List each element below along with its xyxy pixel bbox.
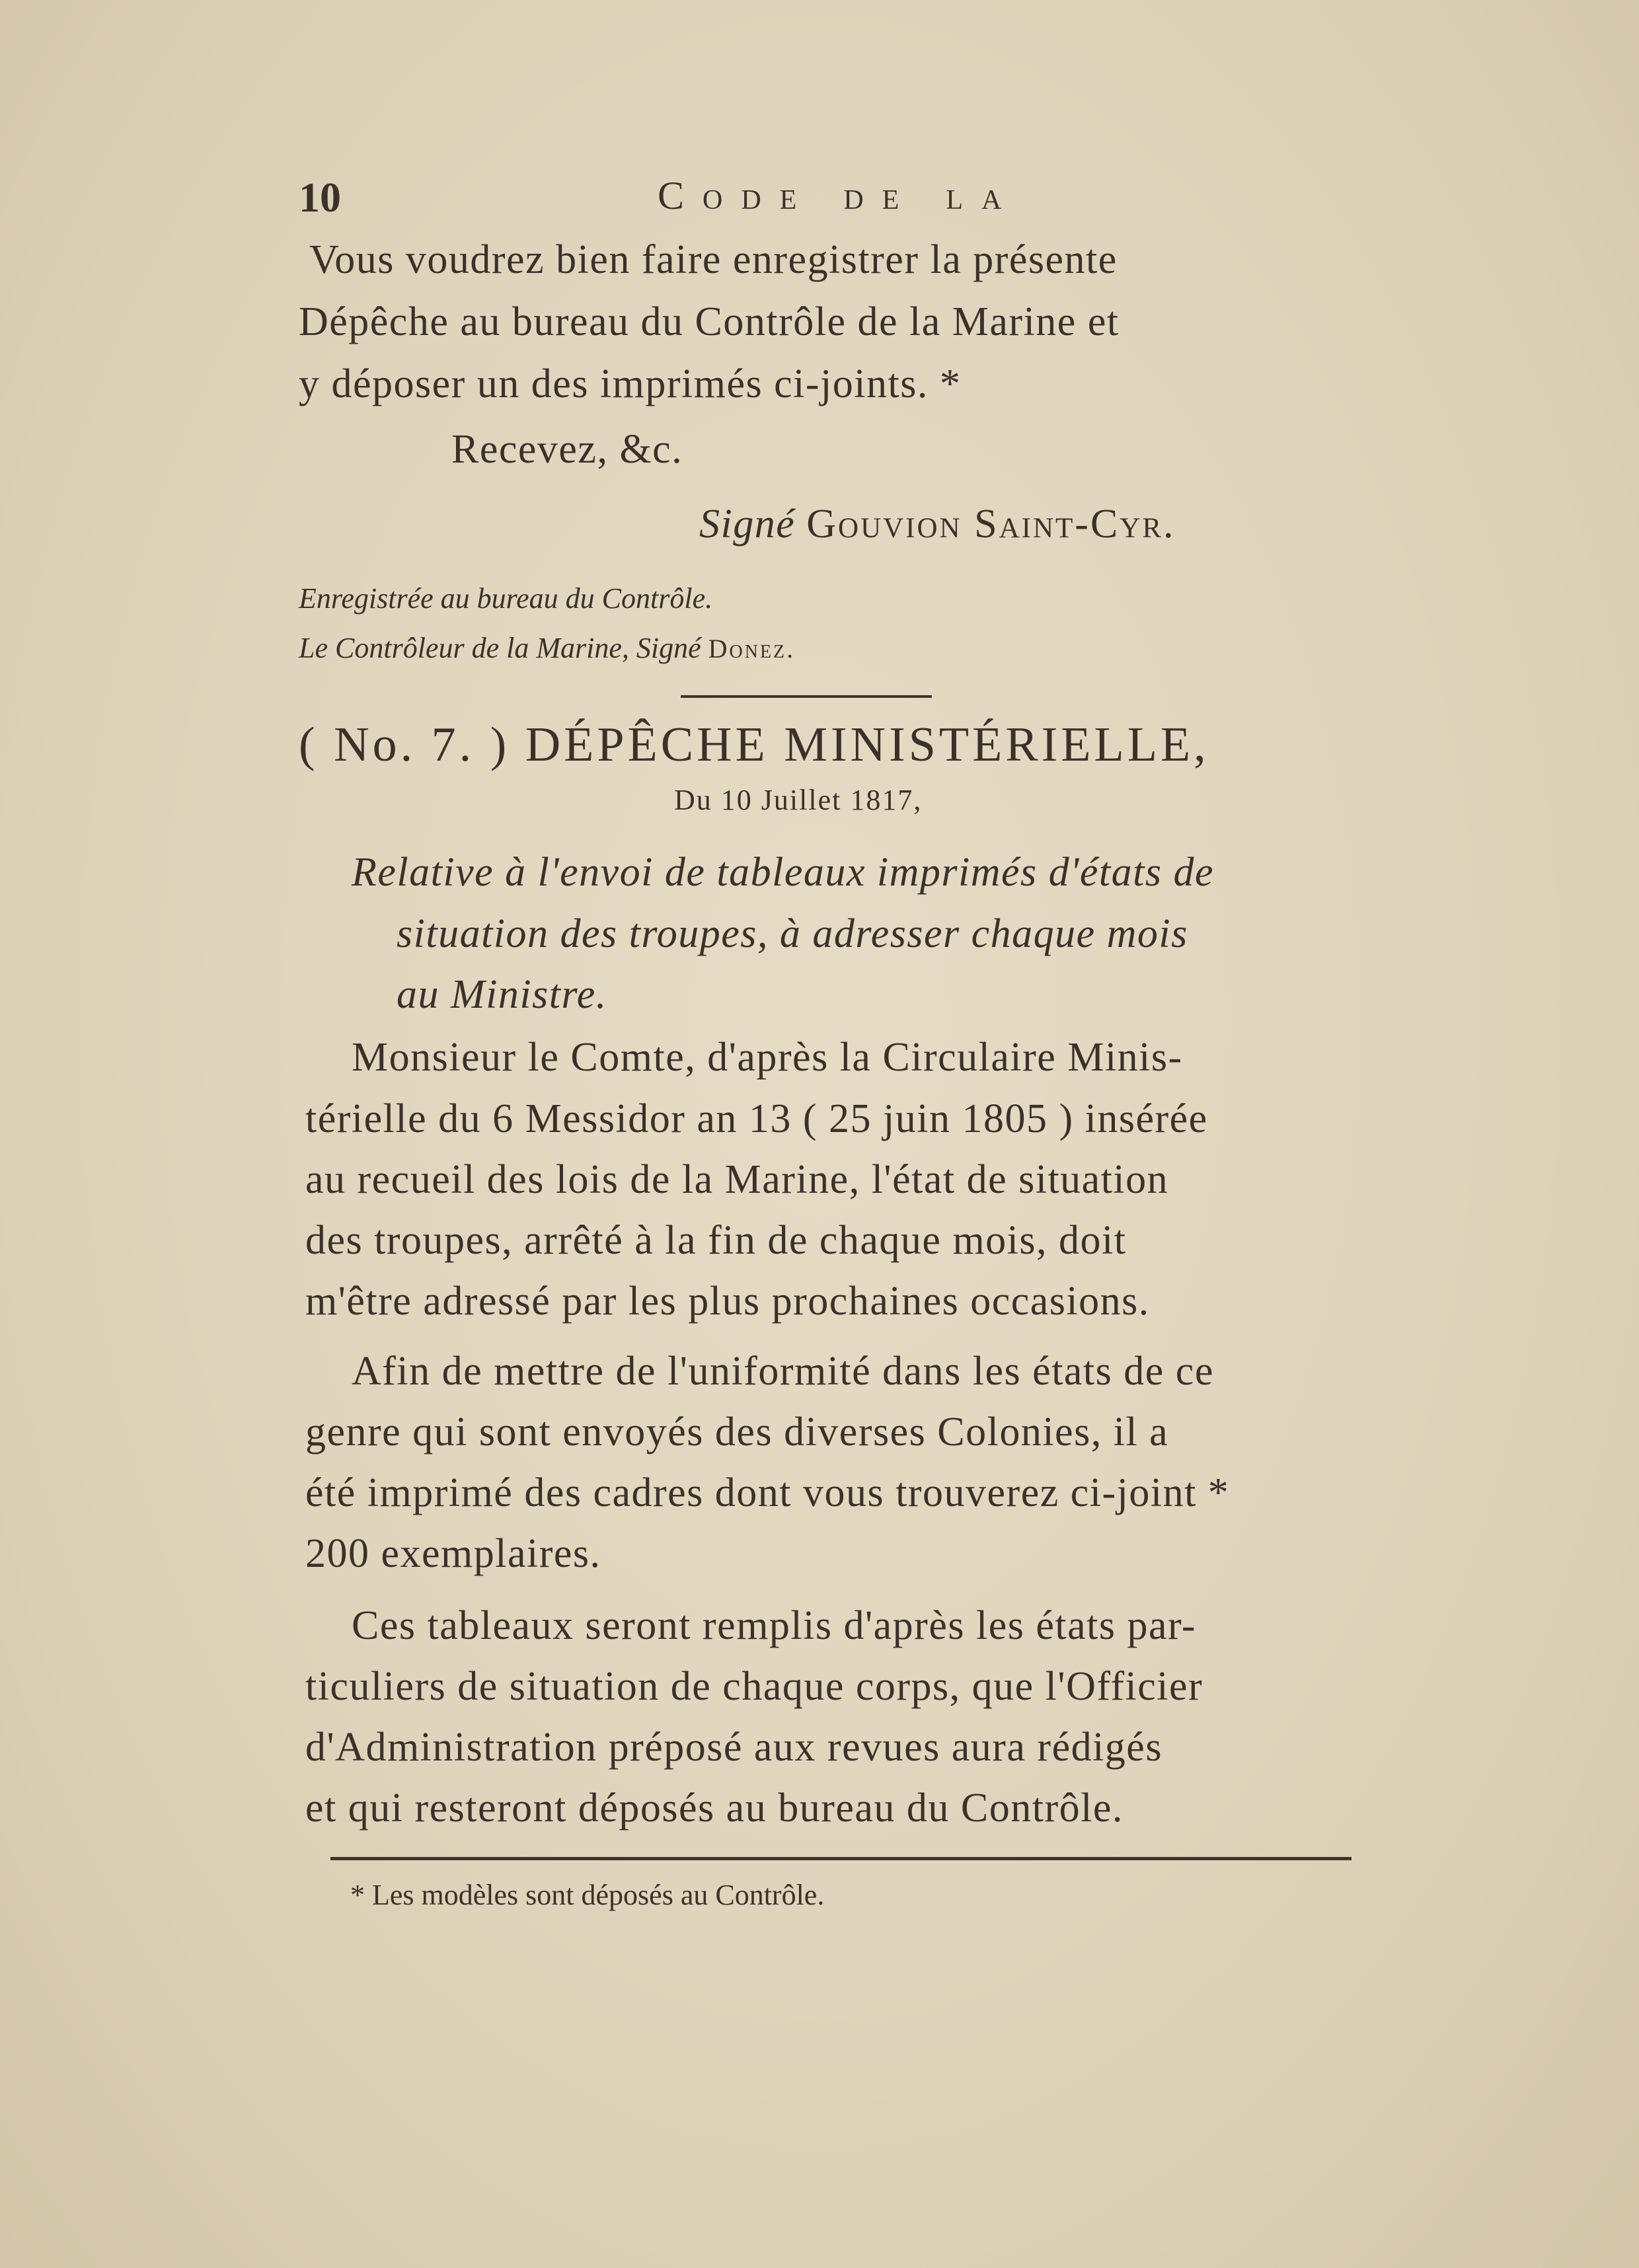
p2-line-1: Afin de mettre de l'uniformité dans les états de ce: [352, 1349, 1214, 1394]
signed-label: Signé: [699, 502, 796, 547]
dispatch-heading: ( No. 7. ) DÉPÊCHE MINISTÉRIELLE,: [299, 718, 1209, 772]
closing: Recevez, &c.: [451, 427, 683, 472]
signature-line: [699, 501, 1176, 548]
p1-line-3: au recueil des lois de la Marine, l'état de situation: [305, 1157, 1169, 1202]
p1-line-5: m'être adressé par les plus prochaines occasions.: [305, 1279, 1150, 1324]
subject-line-2: situation des troupes, à adresser chaque mois: [397, 911, 1188, 956]
registration-signed: Signé: [636, 632, 701, 664]
p2-line-3: été imprimé des cadres dont vous trouverez ci-joint *: [305, 1470, 1230, 1515]
page-number: 10: [299, 174, 341, 221]
p3-line-2: ticuliers de situation de chaque corps, que l'Officier: [305, 1664, 1203, 1709]
running-head: Code de la: [658, 174, 1020, 217]
letter-line-1: Vous voudrez bien faire enregistrer la présente: [309, 237, 1118, 282]
letter-line-3: y déposer un des imprimés ci-joints. *: [299, 361, 962, 406]
p3-line-4: et qui resteront déposés au bureau du Contrôle.: [305, 1786, 1124, 1831]
dispatch-date: Du 10 Juillet 1817,: [674, 784, 923, 816]
p3-line-3: d'Administration préposé aux revues aura rédigés: [305, 1725, 1163, 1770]
p1-line-2: térielle du 6 Messidor an 13 ( 25 juin 1805 ) insérée: [305, 1096, 1208, 1141]
subject-line-1: Relative à l'envoi de tableaux imprimés d'états de: [352, 850, 1215, 895]
letter-line-2: Dépêche au bureau du Contrôle de la Marine et: [299, 299, 1120, 344]
section-divider: [681, 695, 932, 698]
registration-prefix: Le Contrôleur de la Marine,: [299, 632, 629, 664]
registration-name: Donez.: [708, 634, 796, 663]
footnote: * Les modèles sont déposés au Contrôle.: [350, 1879, 825, 1911]
footnote-rule: [330, 1857, 1352, 1860]
p2-line-2: genre qui sont envoyés des diverses Colonies, il a: [305, 1410, 1169, 1455]
registration-line-2: [299, 631, 795, 665]
p2-line-4: 200 exemplaires.: [305, 1531, 601, 1576]
p3-line-1: Ces tableaux seront remplis d'après les états par-: [352, 1603, 1197, 1648]
subject-line-3: au Ministre.: [397, 972, 607, 1017]
p1-line-1: Monsieur le Comte, d'après la Circulaire Minis-: [352, 1035, 1183, 1080]
p1-line-4: des troupes, arrêté à la fin de chaque mois, doit: [305, 1218, 1127, 1263]
registration-line-1: Enregistrée au bureau du Contrôle.: [299, 582, 713, 615]
signatory: Gouvion Saint-Cyr.: [806, 502, 1176, 547]
